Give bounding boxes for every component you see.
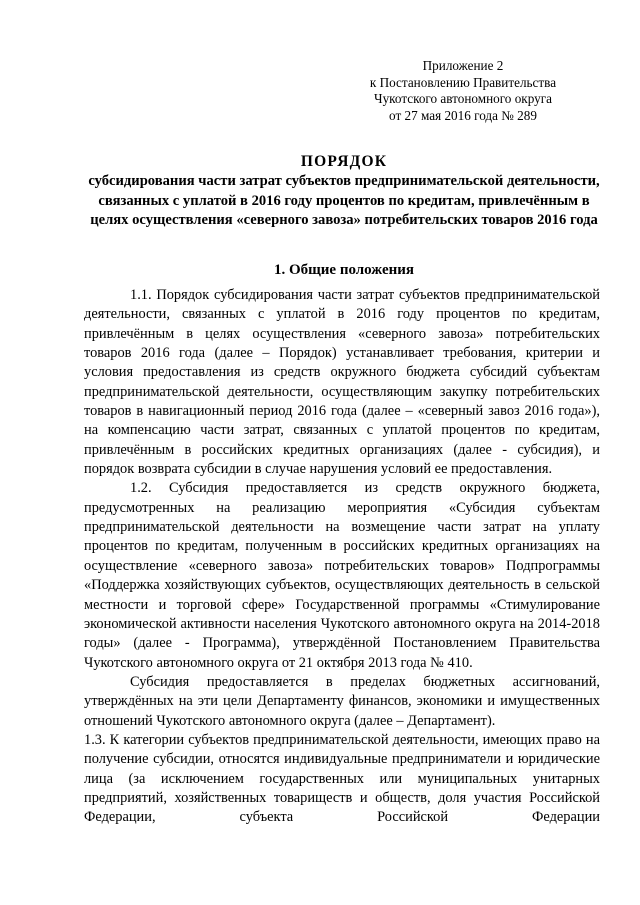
paragraph-1-3: 1.3. К категории субъектов предпринимательской деятельности, имеющих право на получение субсидии, относятся индивидуальные предприниматели и юридические лица (за исключением государственных или муниципальных унитарных предприятий, хозяйственных товариществ и обществ, доля участия Российской Федерации, субъекта Российской Федерации [84,731,600,826]
title-main: ПОРЯДОК [300,153,388,170]
paragraph-1-2-continued: Субсидия предоставляется в пределах бюджетных ассигнований, утверждённых на эти цели Департаменту финансов, экономики и имущественных отношений Чукотского автономного округа (далее – Департамент). [84,673,600,729]
title-subtitle: субсидирования части затрат субъектов предпринимательской деятельности, связанных с уплатой в 2016 году процентов по кредитам, привлечённым в целях осуществления «северного завоза» потребительских товаров 2016 года [88,173,600,229]
annex-reference [338,58,588,124]
paragraph-1-2: 1.2. Субсидия предоставляется из средств окружного бюджета, предусмотренных на реализацию мероприятия «Субсидия субъектам предпринимательской деятельности на возмещение части затрат на уплату процентов по кредитам, полученным в российских кредитных организациях на осуществление «северного завоза» потребительских товаров» Подпрограммы «Поддержка хозяйствующих субъектов, осуществляющих деятельность в сельской местности и торговой сфере» Государственной программы «Стимулирование экономической активности населения Чукотского автономного округа на 2014-2018 годы» (далее - Программа), утверждённой Постановлением Правительства Чукотского автономного округа от 21 октября 2013 года № 410. [84,480,600,671]
annex-resolution: к Постановлению Правительства [369,74,557,90]
section-heading: 1. Общие положения [273,262,415,278]
annex-date: от 27 мая 2016 года № 289 [389,107,537,123]
annex-government: Чукотского автономного округа [374,91,552,106]
document-body [84,286,600,828]
document-title [84,152,604,231]
paragraph-1-1: 1.1. Порядок субсидирования части затрат субъектов предпринимательской деятельности, связанных с уплатой в 2016 году процентов по кредитам, привлечённым в целях осуществления «северного завоза» потребительских товаров 2016 года (далее – Порядок) устанавливает требования, критерии и условия предоставления из средств окружного бюджета субсидий субъектам предпринимательской деятельности, осуществляющим закупку потребительских товаров в навигационный период 2016 года (далее – «северный завоз 2016 года»), на компенсацию части затрат, связанных с уплатой процентов по кредитам, привлечённым в российских кредитных организациях (далее - субсидия), и порядок возврата субсидии в случае нарушения условий ее предоставления. [84,287,600,478]
annex-number: Приложение 2 [422,58,504,73]
